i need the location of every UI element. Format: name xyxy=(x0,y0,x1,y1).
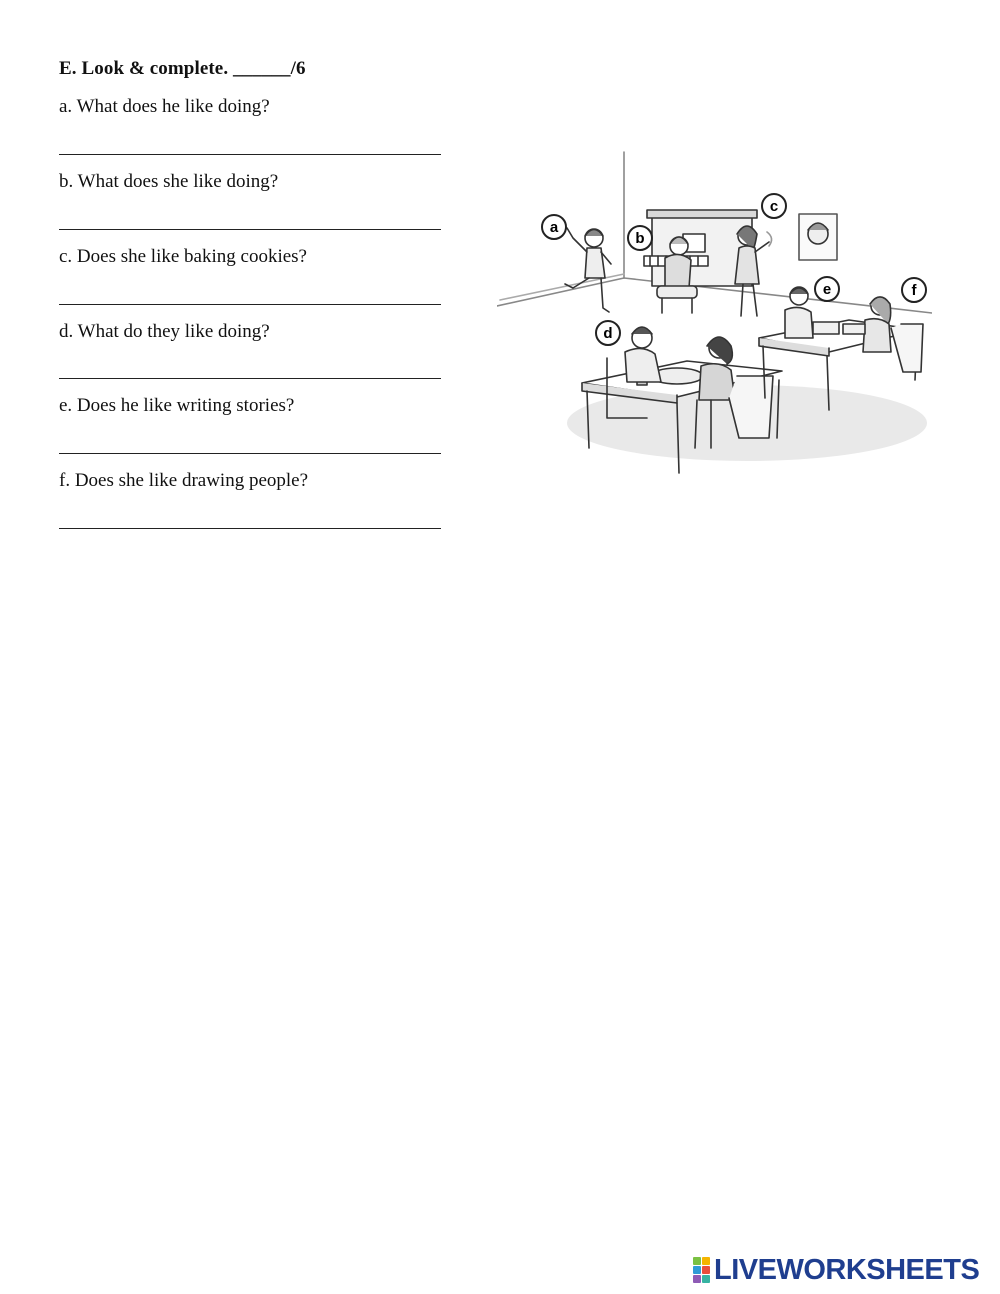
answer-line-b xyxy=(59,229,441,230)
logo-tile xyxy=(702,1275,710,1283)
liveworksheets-logo[interactable] xyxy=(693,1254,979,1286)
logo-mark-icon xyxy=(693,1257,710,1283)
logo-tile xyxy=(702,1266,710,1274)
answer-line-a xyxy=(59,154,441,155)
label-b-badge xyxy=(628,226,652,250)
question-b: b. What does she like doing? xyxy=(59,171,279,192)
question-f: f. Does she like drawing people? xyxy=(59,470,309,491)
logo-tile xyxy=(693,1257,701,1265)
question-d: d. What do they like doing? xyxy=(59,321,270,342)
label-f-badge xyxy=(902,278,926,302)
classroom-illustration xyxy=(497,148,932,483)
answer-line-d xyxy=(59,378,441,379)
label-e: e xyxy=(822,281,832,298)
label-c: c xyxy=(769,198,779,215)
answer-input-a[interactable] xyxy=(59,126,441,152)
answer-input-f[interactable] xyxy=(59,500,441,526)
question-e: e. Does he like writing stories? xyxy=(59,395,295,416)
brand-name: LIVEWORKSHEETS xyxy=(714,1253,980,1286)
logo-tile xyxy=(702,1257,710,1265)
answer-line-c xyxy=(59,304,441,305)
label-d-badge xyxy=(596,321,620,345)
label-b: b xyxy=(635,230,645,247)
logo-tile xyxy=(693,1275,701,1283)
label-e-badge xyxy=(815,277,839,301)
answer-input-b[interactable] xyxy=(59,201,441,227)
label-a-badge xyxy=(542,215,566,239)
exercise-title: E. Look & complete. ______/6 xyxy=(59,58,306,79)
logo-tile xyxy=(693,1266,701,1274)
label-a: a xyxy=(549,219,559,236)
answer-line-f xyxy=(59,528,441,529)
label-d: d xyxy=(603,325,613,342)
question-a: a. What does he like doing? xyxy=(59,96,270,117)
answer-input-d[interactable] xyxy=(59,350,441,376)
question-c: c. Does she like baking cookies? xyxy=(59,246,307,267)
answer-line-e xyxy=(59,453,441,454)
answer-input-e[interactable] xyxy=(59,425,441,451)
label-f: f xyxy=(911,282,917,299)
answer-input-c[interactable] xyxy=(59,276,441,302)
label-c-badge xyxy=(762,194,786,218)
